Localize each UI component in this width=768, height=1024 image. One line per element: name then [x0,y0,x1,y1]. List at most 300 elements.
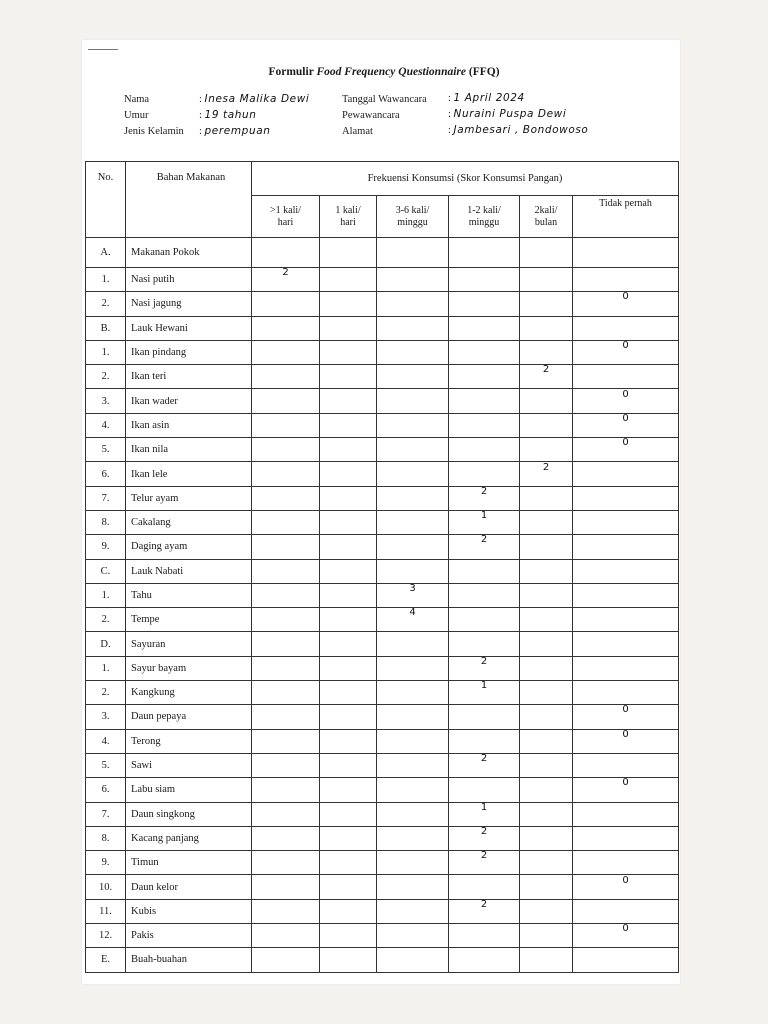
score-value: 0 [622,728,629,740]
pewawancara-label: Pewawancara [342,110,400,121]
empty-cell [252,389,320,413]
empty-cell [573,486,679,510]
table-row [86,365,679,389]
row-number: 6. [86,462,126,486]
row-number: 4. [86,413,126,437]
freq-column-line2: hari [340,216,356,228]
empty-cell [449,268,520,292]
food-item: Cakalang [126,510,252,534]
row-number: 3. [86,705,126,729]
empty-cell [377,681,449,705]
freq-column-header [252,196,320,238]
empty-cell [520,681,573,705]
alamat-value: Jambesari , Bondowoso [453,124,589,136]
score-value: 1 [480,801,488,813]
food-item: Buah-buahan [126,948,252,972]
empty-cell [520,753,573,777]
empty-cell [520,559,573,583]
empty-cell [252,535,320,559]
table-row [86,268,679,292]
row-number: 2. [86,365,126,389]
table-row [86,802,679,826]
empty-cell [449,632,520,656]
empty-cell [377,875,449,899]
empty-cell [573,802,679,826]
empty-cell [252,924,320,948]
freq-column-header [449,196,520,238]
empty-cell [320,826,377,850]
score-cell [449,535,520,559]
jenis-kelamin-value: perempuan [204,125,271,137]
empty-cell [252,948,320,972]
empty-cell [320,705,377,729]
empty-cell [377,656,449,680]
form-title [0,66,768,78]
empty-cell [520,632,573,656]
empty-cell [573,851,679,875]
empty-cell [252,632,320,656]
table-row [86,705,679,729]
empty-cell [252,559,320,583]
empty-cell [377,413,449,437]
score-cell [573,292,679,316]
empty-cell [573,899,679,923]
empty-cell [573,268,679,292]
alamat-label: Alamat [342,126,373,137]
empty-cell [377,292,449,316]
empty-cell [520,656,573,680]
empty-cell [520,778,573,802]
row-number: 5. [86,438,126,462]
empty-cell [320,875,377,899]
table-row [86,729,679,753]
empty-cell [573,681,679,705]
empty-cell [520,899,573,923]
empty-cell [252,656,320,680]
row-number: 7. [86,486,126,510]
food-item: Lauk Hewani [126,316,252,340]
freq-column-line1: 2kali/ [534,204,558,216]
empty-cell [520,510,573,534]
score-value: 2 [480,534,488,546]
empty-cell [449,438,520,462]
freq-column-line1: >1 kali/ [270,204,301,216]
empty-cell [320,389,377,413]
empty-cell [520,826,573,850]
table-row [86,851,679,875]
empty-cell [320,535,377,559]
title-italic: Food Frequency Questionnaire [316,66,466,78]
empty-cell [320,583,377,607]
row-number: 4. [86,729,126,753]
empty-cell [449,729,520,753]
freq-column-header [377,196,449,238]
empty-cell [377,238,449,268]
row-number: 2. [86,608,126,632]
table-row [86,559,679,583]
score-cell [573,340,679,364]
empty-cell [449,924,520,948]
food-item: Tahu [126,583,252,607]
score-cell [449,802,520,826]
row-number: 9. [86,535,126,559]
score-cell [573,875,679,899]
empty-cell [520,238,573,268]
table-row [86,413,679,437]
row-number: 2. [86,681,126,705]
empty-cell [520,705,573,729]
empty-cell [520,389,573,413]
score-cell [573,729,679,753]
empty-cell [377,705,449,729]
freq-column-line1: 3-6 kali/ [395,204,430,216]
row-number: 1. [86,340,126,364]
row-number: 2. [86,292,126,316]
empty-cell [320,438,377,462]
empty-cell [520,268,573,292]
row-number: B. [86,316,126,340]
table-row [86,948,679,972]
ffq-table [85,161,679,973]
empty-cell [252,778,320,802]
empty-cell [320,851,377,875]
empty-cell [520,340,573,364]
score-cell [252,268,320,292]
row-number: E. [86,948,126,972]
score-cell [573,389,679,413]
pewawancara-value: Nuraini Puspa Dewi [453,108,567,120]
score-value: 2 [480,655,488,667]
empty-cell [449,462,520,486]
jenis-kelamin-label: Jenis Kelamin [124,126,184,137]
score-value: 0 [622,777,629,789]
score-value: 0 [622,923,629,935]
table-row [86,238,679,268]
food-item: Nasi jagung [126,292,252,316]
score-cell [573,413,679,437]
empty-cell [252,899,320,923]
table-row [86,656,679,680]
empty-cell [449,389,520,413]
score-cell [449,486,520,510]
header-no: No. [86,162,126,238]
empty-cell [520,729,573,753]
empty-cell [520,535,573,559]
empty-cell [449,778,520,802]
empty-cell [377,365,449,389]
row-number: 9. [86,851,126,875]
empty-cell [520,851,573,875]
empty-cell [573,583,679,607]
empty-cell [252,238,320,268]
score-value: 2 [480,850,488,862]
score-cell [449,510,520,534]
food-item: Kacang panjang [126,826,252,850]
food-item: Labu siam [126,778,252,802]
table-row [86,462,679,486]
empty-cell [320,656,377,680]
empty-cell [320,778,377,802]
food-item: Sayur bayam [126,656,252,680]
empty-cell [573,608,679,632]
empty-cell [377,924,449,948]
empty-cell [320,948,377,972]
food-item: Ikan lele [126,462,252,486]
food-item: Daun pepaya [126,705,252,729]
empty-cell [377,316,449,340]
table-row [86,899,679,923]
food-item: Ikan teri [126,365,252,389]
score-value: 2 [480,753,488,765]
score-cell [449,899,520,923]
table-row [86,753,679,777]
empty-cell [377,268,449,292]
empty-cell [252,510,320,534]
score-value: 1 [480,680,488,692]
empty-cell [520,924,573,948]
score-cell [573,705,679,729]
freq-column-header [520,196,573,238]
empty-cell [377,826,449,850]
row-number: 1. [86,656,126,680]
empty-cell [320,340,377,364]
table-row [86,583,679,607]
empty-cell [520,802,573,826]
row-number: 8. [86,826,126,850]
empty-cell [320,632,377,656]
empty-cell [320,729,377,753]
empty-cell [377,899,449,923]
food-item: Daun singkong [126,802,252,826]
table-row [86,535,679,559]
empty-cell [252,365,320,389]
freq-column-line2: bulan [534,216,558,228]
row-number: 12. [86,924,126,948]
empty-cell [573,656,679,680]
empty-cell [377,486,449,510]
empty-cell [252,705,320,729]
empty-cell [520,292,573,316]
table-row [86,632,679,656]
empty-cell [573,535,679,559]
empty-cell [573,632,679,656]
empty-cell [377,948,449,972]
header-frequency: Frekuensi Konsumsi (Skor Konsumsi Pangan) [252,162,679,196]
score-value: 0 [622,704,629,716]
empty-cell [520,486,573,510]
table-row [86,924,679,948]
table-row [86,486,679,510]
score-value: 2 [480,825,488,837]
info-right-values: : 1 April 2024 : Nuraini Puspa Dewi : Jambesari , Bondowoso [448,92,589,136]
empty-cell [377,535,449,559]
row-number: 8. [86,510,126,534]
empty-cell [573,948,679,972]
empty-cell [377,729,449,753]
empty-cell [520,413,573,437]
score-cell [449,753,520,777]
empty-cell [320,924,377,948]
empty-cell [573,753,679,777]
score-cell [377,583,449,607]
food-item: Ikan asin [126,413,252,437]
empty-cell [520,583,573,607]
table-row [86,778,679,802]
score-value: 0 [622,437,629,449]
empty-cell [320,753,377,777]
empty-cell [252,316,320,340]
empty-cell [377,438,449,462]
empty-cell [252,753,320,777]
row-number: 3. [86,389,126,413]
food-item: Telur ayam [126,486,252,510]
empty-cell [320,802,377,826]
empty-cell [573,510,679,534]
empty-cell [377,389,449,413]
score-cell [573,924,679,948]
food-item: Daun kelor [126,875,252,899]
empty-cell [377,802,449,826]
umur-value: 19 tahun [204,109,257,121]
table-row [86,608,679,632]
nama-label: Nama [124,94,150,105]
empty-cell [320,316,377,340]
row-number: 7. [86,802,126,826]
empty-cell [449,608,520,632]
empty-cell [449,316,520,340]
empty-cell [377,778,449,802]
umur-label: Umur [124,110,149,121]
empty-cell [520,608,573,632]
empty-cell [449,340,520,364]
score-value: 2 [282,267,289,279]
empty-cell [252,802,320,826]
empty-cell [320,681,377,705]
empty-cell [377,753,449,777]
empty-cell [320,608,377,632]
table-row [86,292,679,316]
empty-cell [252,486,320,510]
table-row [86,316,679,340]
freq-column-line1: 1-2 kali/ [467,204,501,216]
score-cell [449,656,520,680]
empty-cell [377,462,449,486]
score-cell [377,608,449,632]
food-item: Ikan wader [126,389,252,413]
score-value: 1 [480,510,488,522]
empty-cell [320,462,377,486]
corner-mark [88,49,118,50]
empty-cell [320,559,377,583]
food-item: Kubis [126,899,252,923]
food-item: Ikan nila [126,438,252,462]
empty-cell [573,316,679,340]
empty-cell [252,340,320,364]
empty-cell [320,899,377,923]
empty-cell [377,510,449,534]
empty-cell [252,413,320,437]
freq-column-line2: hari [277,216,294,228]
table-row [86,438,679,462]
empty-cell [320,238,377,268]
empty-cell [449,583,520,607]
table-row [86,826,679,850]
table-row [86,510,679,534]
empty-cell [252,583,320,607]
empty-cell [252,438,320,462]
score-value: 2 [480,485,488,497]
food-item: Sayuran [126,632,252,656]
row-number: 10. [86,875,126,899]
row-number: A. [86,238,126,268]
food-item: Daging ayam [126,535,252,559]
score-cell [449,826,520,850]
header-item: Bahan Makanan [126,162,252,238]
empty-cell [573,826,679,850]
empty-cell [449,948,520,972]
score-cell [449,681,520,705]
empty-cell [573,559,679,583]
score-value: 0 [622,412,629,424]
food-item: Lauk Nabati [126,559,252,583]
food-item: Sawi [126,753,252,777]
empty-cell [320,486,377,510]
score-value: 0 [622,291,629,303]
empty-cell [520,438,573,462]
empty-cell [252,608,320,632]
score-cell [520,365,573,389]
empty-cell [377,559,449,583]
score-value: 2 [480,898,488,910]
score-value: 4 [409,607,416,619]
empty-cell [320,413,377,437]
empty-cell [252,729,320,753]
empty-cell [252,462,320,486]
empty-cell [320,268,377,292]
score-value: 0 [622,874,629,886]
table-row [86,389,679,413]
empty-cell [449,292,520,316]
food-item: Nasi putih [126,268,252,292]
empty-cell [252,851,320,875]
row-number: 1. [86,268,126,292]
food-item: Ikan pindang [126,340,252,364]
freq-column-line1: Tidak pernah [599,198,652,209]
ffq-body [86,238,679,973]
row-number: 6. [86,778,126,802]
empty-cell [449,365,520,389]
empty-cell [377,632,449,656]
freq-column-line1: 1 kali/ [335,204,361,216]
empty-cell [520,948,573,972]
empty-cell [449,559,520,583]
score-value: 0 [622,388,629,400]
empty-cell [252,875,320,899]
empty-cell [449,238,520,268]
food-item: Kangkung [126,681,252,705]
score-value: 2 [542,364,550,376]
score-cell [573,438,679,462]
empty-cell [252,826,320,850]
info-right [342,92,427,140]
empty-cell [320,365,377,389]
empty-cell [449,705,520,729]
food-item: Terong [126,729,252,753]
title-prefix: Formulir [268,66,314,78]
title-suffix: (FFQ) [468,66,500,78]
score-cell [573,778,679,802]
row-number: 5. [86,753,126,777]
